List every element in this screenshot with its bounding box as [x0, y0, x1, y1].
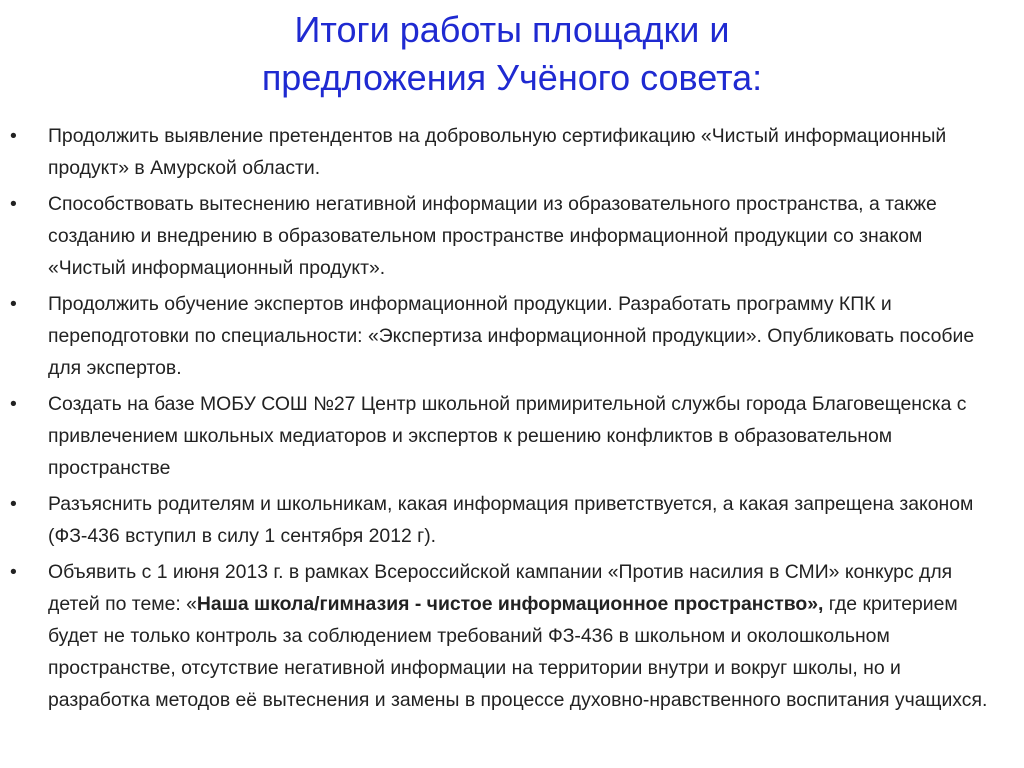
bullet-text: Создать на базе МОБУ СОШ №27 Центр школьной примирительной службы города Благовещенска с привлечением школьных медиаторов и экспертов к решению конфликтов в образовательном пространстве	[48, 393, 967, 479]
bullet-item	[0, 188, 1024, 284]
bullet-icon: •	[10, 393, 17, 415]
slide-title-line-2: предложения Учёного совета:	[261, 57, 763, 98]
bullet-text: Продолжить выявление претендентов на добровольную сертификацию «Чистый информационный продукт» в Амурской области.	[48, 125, 947, 179]
bullet-item	[0, 120, 1024, 184]
bullet-item	[0, 388, 1024, 484]
bullet-icon: •	[10, 293, 17, 315]
bullet-text: Способствовать вытеснению негативной информации из образовательного пространства, а также созданию и внедрению в образовательном пространстве информационной продукции со знаком «Чистый информационный продукт».	[48, 193, 937, 279]
bullet-icon: •	[10, 193, 17, 215]
bullet-item	[0, 556, 1024, 716]
bullet-icon: •	[10, 493, 17, 515]
bullet-item	[0, 488, 1024, 552]
contest-theme-bold: Наша школа/гимназия - чистое информационное пространство»,	[196, 593, 824, 615]
bullet-text-lead: Объявить с 1 июня 2013 г. в рамках Всероссийской кампании «Против насилия в СМИ» конкурс для детей по теме: «	[48, 561, 953, 615]
bullet-text	[48, 561, 987, 711]
bullet-text-tail: где критерием будет не только контроль за соблюдением требований ФЗ-436 в школьном и околошкольном пространстве, отсутствие негативной информации на территории внутри и вокруг школы, но и разработка методов её вытеснения и замены в процессе духовно-нравственного воспитания учащихся.	[48, 593, 988, 711]
slide-title-line-1: Итоги работы площадки и	[294, 9, 730, 50]
bullet-text: Разъяснить родителям и школьникам, какая информация приветствуется, а какая запрещена законом (ФЗ-436 вступил в силу 1 сентября 2012 г).	[48, 493, 974, 547]
bullet-text: Продолжить обучение экспертов информационной продукции. Разработать программу КПК и переподготовки по специальности: «Экспертиза информационной продукции». Опубликовать пособие для экспертов.	[48, 293, 975, 379]
bullet-list	[0, 120, 1024, 720]
slide-title	[0, 6, 1024, 102]
bullet-item	[0, 288, 1024, 384]
bullet-icon: •	[10, 125, 17, 147]
bullet-icon: •	[10, 561, 17, 583]
